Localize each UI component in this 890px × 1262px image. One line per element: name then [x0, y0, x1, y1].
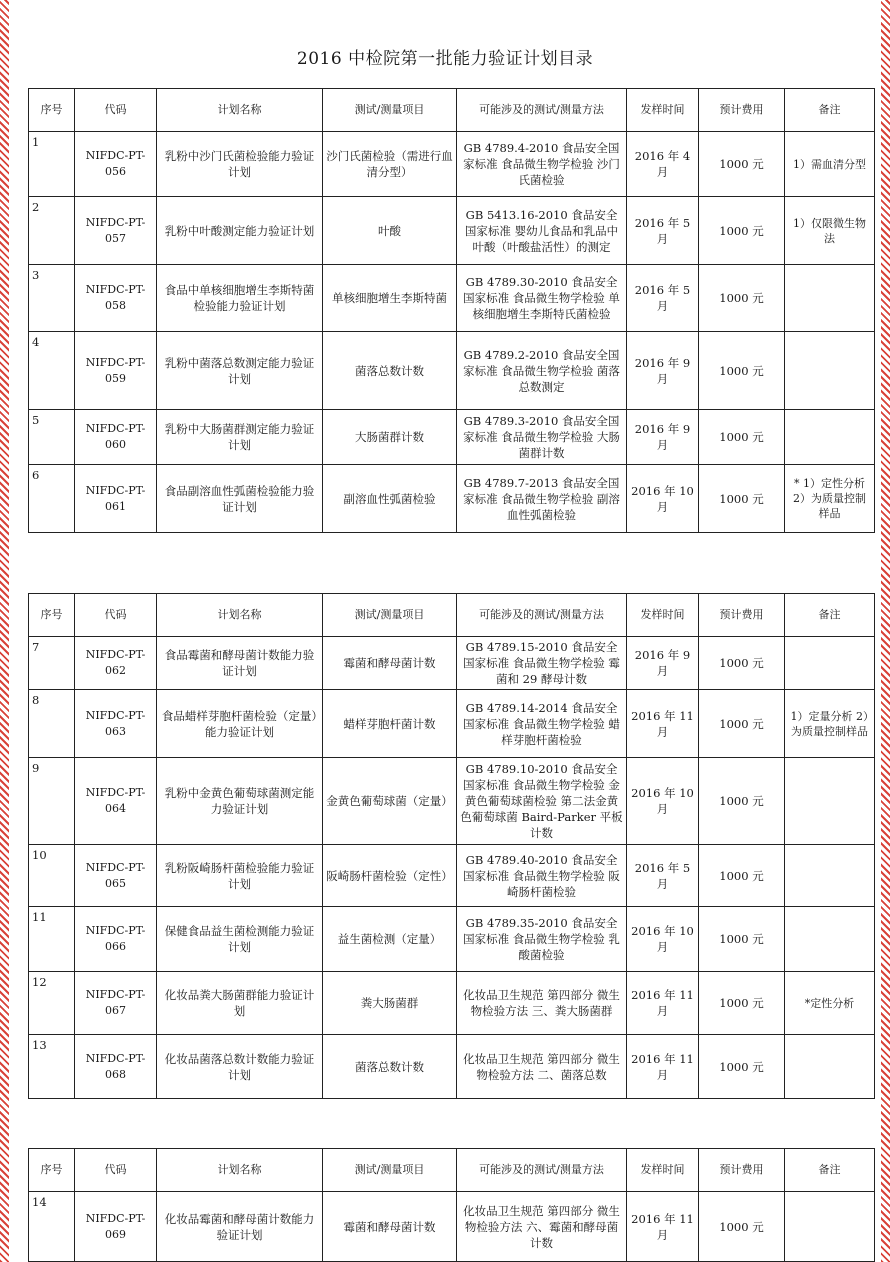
header-estimated-fee: 预计费用	[699, 89, 785, 132]
right-decorative-border	[881, 0, 890, 1262]
header-code: 代码	[75, 89, 157, 132]
table-header-row	[29, 594, 875, 637]
plan-table-1	[28, 88, 875, 533]
cell-estimated-fee: 1000 元	[699, 972, 785, 1035]
header-remarks: 备注	[785, 594, 875, 637]
header-dispatch-time: 发样时间	[627, 89, 699, 132]
cell-dispatch-time: 2016 年 5 月	[627, 197, 699, 265]
cell-test-method: GB 4789.7-2013 食品安全国家标准 食品微生物学检验 副溶血性弧菌检验	[457, 465, 627, 533]
cell-serial-number: 12	[29, 972, 75, 1035]
header-dispatch-time: 发样时间	[627, 1149, 699, 1192]
cell-test-item: 霉菌和酵母菌计数	[323, 1192, 457, 1262]
cell-dispatch-time: 2016 年 5 月	[627, 265, 699, 332]
cell-test-method: 化妆品卫生规范 第四部分 微生物检验方法 三、粪大肠菌群	[457, 972, 627, 1035]
header-plan-name: 计划名称	[157, 1149, 323, 1192]
header-plan-name: 计划名称	[157, 89, 323, 132]
header-test-method: 可能涉及的测试/测量方法	[457, 89, 627, 132]
cell-test-item: 叶酸	[323, 197, 457, 265]
cell-code: NIFDC-PT-057	[75, 197, 157, 265]
cell-test-item: 益生菌检测（定量）	[323, 907, 457, 972]
cell-estimated-fee: 1000 元	[699, 907, 785, 972]
cell-code: NIFDC-PT-059	[75, 332, 157, 410]
table-row	[29, 1035, 875, 1099]
cell-test-item: 阪崎肠杆菌检验（定性）	[323, 845, 457, 907]
cell-remarks: * 1）定性分析 2）为质量控制样品	[785, 465, 875, 533]
cell-test-method: GB 4789.3-2010 食品安全国家标准 食品微生物学检验 大肠菌群计数	[457, 410, 627, 465]
cell-test-item: 沙门氏菌检验（需进行血清分型）	[323, 132, 457, 197]
header-estimated-fee: 预计费用	[699, 1149, 785, 1192]
cell-serial-number: 6	[29, 465, 75, 533]
cell-test-method: 化妆品卫生规范 第四部分 微生物检验方法 六、霉菌和酵母菌计数	[457, 1192, 627, 1262]
cell-plan-name: 食品霉菌和酵母菌计数能力验证计划	[157, 637, 323, 690]
cell-dispatch-time: 2016 年 5 月	[627, 845, 699, 907]
cell-remarks	[785, 1192, 875, 1262]
table-row	[29, 690, 875, 758]
header-serial-number: 序号	[29, 1149, 75, 1192]
cell-dispatch-time: 2016 年 11 月	[627, 690, 699, 758]
header-test-method: 可能涉及的测试/测量方法	[457, 594, 627, 637]
header-serial-number: 序号	[29, 89, 75, 132]
cell-serial-number: 10	[29, 845, 75, 907]
cell-test-item: 菌落总数计数	[323, 1035, 457, 1099]
cell-test-item: 单核细胞增生李斯特菌	[323, 265, 457, 332]
table-row	[29, 637, 875, 690]
cell-estimated-fee: 1000 元	[699, 758, 785, 845]
cell-plan-name: 保健食品益生菌检测能力验证计划	[157, 907, 323, 972]
cell-plan-name: 乳粉中叶酸测定能力验证计划	[157, 197, 323, 265]
table-header-row	[29, 89, 875, 132]
cell-code: NIFDC-PT-068	[75, 1035, 157, 1099]
cell-estimated-fee: 1000 元	[699, 1035, 785, 1099]
header-code: 代码	[75, 594, 157, 637]
cell-plan-name: 乳粉阪崎肠杆菌检验能力验证计划	[157, 845, 323, 907]
cell-plan-name: 乳粉中金黄色葡萄球菌测定能力验证计划	[157, 758, 323, 845]
table-row	[29, 907, 875, 972]
table-row	[29, 132, 875, 197]
header-estimated-fee: 预计费用	[699, 594, 785, 637]
cell-code: NIFDC-PT-067	[75, 972, 157, 1035]
header-test-item: 测试/测量项目	[323, 89, 457, 132]
cell-plan-name: 乳粉中大肠菌群测定能力验证计划	[157, 410, 323, 465]
plan-table-3	[28, 1148, 875, 1262]
header-test-item: 测试/测量项目	[323, 594, 457, 637]
cell-estimated-fee: 1000 元	[699, 465, 785, 533]
table-row	[29, 845, 875, 907]
cell-test-method: GB 4789.40-2010 食品安全国家标准 食品微生物学检验 阪崎肠杆菌检验	[457, 845, 627, 907]
cell-code: NIFDC-PT-060	[75, 410, 157, 465]
table-row	[29, 265, 875, 332]
header-remarks: 备注	[785, 89, 875, 132]
cell-dispatch-time: 2016 年 4 月	[627, 132, 699, 197]
cell-estimated-fee: 1000 元	[699, 265, 785, 332]
cell-dispatch-time: 2016 年 9 月	[627, 637, 699, 690]
table-row	[29, 410, 875, 465]
table-row	[29, 758, 875, 845]
table-header-row	[29, 1149, 875, 1192]
cell-remarks: 1）定量分析 2）为质量控制样品	[785, 690, 875, 758]
cell-remarks	[785, 758, 875, 845]
header-plan-name: 计划名称	[157, 594, 323, 637]
cell-test-method: GB 4789.10-2010 食品安全国家标准 食品微生物学检验 金黄色葡萄球菌检验 第二法金黄色葡萄球菌 Baird-Parker 平板计数	[457, 758, 627, 845]
cell-serial-number: 14	[29, 1192, 75, 1262]
cell-dispatch-time: 2016 年 10 月	[627, 758, 699, 845]
cell-test-method: GB 4789.4-2010 食品安全国家标准 食品微生物学检验 沙门氏菌检验	[457, 132, 627, 197]
cell-test-item: 金黄色葡萄球菌（定量）	[323, 758, 457, 845]
cell-remarks	[785, 907, 875, 972]
cell-code: NIFDC-PT-063	[75, 690, 157, 758]
cell-code: NIFDC-PT-056	[75, 132, 157, 197]
cell-test-item: 粪大肠菌群	[323, 972, 457, 1035]
cell-test-method: GB 4789.14-2014 食品安全国家标准 食品微生物学检验 蜡样芽胞杆菌检验	[457, 690, 627, 758]
cell-dispatch-time: 2016 年 11 月	[627, 1192, 699, 1262]
cell-dispatch-time: 2016 年 11 月	[627, 972, 699, 1035]
cell-code: NIFDC-PT-062	[75, 637, 157, 690]
cell-test-item: 霉菌和酵母菌计数	[323, 637, 457, 690]
cell-remarks: 1）需血清分型	[785, 132, 875, 197]
cell-test-item: 蜡样芽胞杆菌计数	[323, 690, 457, 758]
plan-table-2	[28, 593, 875, 1099]
table-row	[29, 1192, 875, 1262]
cell-test-method: GB 5413.16-2010 食品安全国家标准 婴幼儿食品和乳品中叶酸（叶酸盐活性）的测定	[457, 197, 627, 265]
cell-estimated-fee: 1000 元	[699, 410, 785, 465]
table-row	[29, 972, 875, 1035]
cell-test-method: GB 4789.30-2010 食品安全国家标准 食品微生物学检验 单核细胞增生李斯特氏菌检验	[457, 265, 627, 332]
cell-estimated-fee: 1000 元	[699, 637, 785, 690]
cell-test-method: GB 4789.2-2010 食品安全国家标准 食品微生物学检验 菌落总数测定	[457, 332, 627, 410]
cell-estimated-fee: 1000 元	[699, 690, 785, 758]
cell-estimated-fee: 1000 元	[699, 845, 785, 907]
cell-remarks	[785, 332, 875, 410]
cell-test-item: 大肠菌群计数	[323, 410, 457, 465]
cell-serial-number: 3	[29, 265, 75, 332]
cell-serial-number: 5	[29, 410, 75, 465]
cell-serial-number: 13	[29, 1035, 75, 1099]
cell-estimated-fee: 1000 元	[699, 332, 785, 410]
cell-plan-name: 化妆品菌落总数计数能力验证计划	[157, 1035, 323, 1099]
cell-dispatch-time: 2016 年 10 月	[627, 465, 699, 533]
document-title: 2016 中检院第一批能力验证计划目录	[296, 49, 594, 69]
cell-dispatch-time: 2016 年 9 月	[627, 410, 699, 465]
cell-code: NIFDC-PT-064	[75, 758, 157, 845]
cell-serial-number: 9	[29, 758, 75, 845]
cell-test-item: 菌落总数计数	[323, 332, 457, 410]
header-test-method: 可能涉及的测试/测量方法	[457, 1149, 627, 1192]
cell-estimated-fee: 1000 元	[699, 197, 785, 265]
cell-plan-name: 乳粉中沙门氏菌检验能力验证计划	[157, 132, 323, 197]
cell-serial-number: 1	[29, 132, 75, 197]
cell-remarks	[785, 265, 875, 332]
cell-remarks	[785, 410, 875, 465]
cell-dispatch-time: 2016 年 9 月	[627, 332, 699, 410]
table-row	[29, 465, 875, 533]
cell-remarks: *定性分析	[785, 972, 875, 1035]
cell-remarks: 1）仅限微生物法	[785, 197, 875, 265]
cell-plan-name: 食品副溶血性弧菌检验能力验证计划	[157, 465, 323, 533]
cell-plan-name: 乳粉中菌落总数测定能力验证计划	[157, 332, 323, 410]
cell-serial-number: 2	[29, 197, 75, 265]
cell-serial-number: 4	[29, 332, 75, 410]
cell-remarks	[785, 1035, 875, 1099]
header-dispatch-time: 发样时间	[627, 594, 699, 637]
header-serial-number: 序号	[29, 594, 75, 637]
cell-plan-name: 食品中单核细胞增生李斯特菌检验能力验证计划	[157, 265, 323, 332]
header-remarks: 备注	[785, 1149, 875, 1192]
cell-serial-number: 8	[29, 690, 75, 758]
cell-remarks	[785, 637, 875, 690]
cell-dispatch-time: 2016 年 10 月	[627, 907, 699, 972]
cell-code: NIFDC-PT-066	[75, 907, 157, 972]
table-row	[29, 197, 875, 265]
cell-code: NIFDC-PT-065	[75, 845, 157, 907]
cell-estimated-fee: 1000 元	[699, 132, 785, 197]
cell-serial-number: 11	[29, 907, 75, 972]
cell-test-method: GB 4789.35-2010 食品安全国家标准 食品微生物学检验 乳酸菌检验	[457, 907, 627, 972]
cell-test-method: GB 4789.15-2010 食品安全国家标准 食品微生物学检验 霉菌和 29 酵母计数	[457, 637, 627, 690]
cell-serial-number: 7	[29, 637, 75, 690]
header-code: 代码	[75, 1149, 157, 1192]
cell-code: NIFDC-PT-061	[75, 465, 157, 533]
cell-remarks	[785, 845, 875, 907]
cell-test-method: 化妆品卫生规范 第四部分 微生物检验方法 二、菌落总数	[457, 1035, 627, 1099]
cell-code: NIFDC-PT-058	[75, 265, 157, 332]
cell-test-item: 副溶血性弧菌检验	[323, 465, 457, 533]
cell-plan-name: 食品蜡样芽胞杆菌检验（定量）能力验证计划	[157, 690, 323, 758]
header-test-item: 测试/测量项目	[323, 1149, 457, 1192]
cell-plan-name: 化妆品粪大肠菌群能力验证计划	[157, 972, 323, 1035]
cell-dispatch-time: 2016 年 11 月	[627, 1035, 699, 1099]
table-row	[29, 332, 875, 410]
left-decorative-border	[0, 0, 9, 1262]
cell-estimated-fee: 1000 元	[699, 1192, 785, 1262]
cell-code: NIFDC-PT-069	[75, 1192, 157, 1262]
cell-plan-name: 化妆品霉菌和酵母菌计数能力验证计划	[157, 1192, 323, 1262]
